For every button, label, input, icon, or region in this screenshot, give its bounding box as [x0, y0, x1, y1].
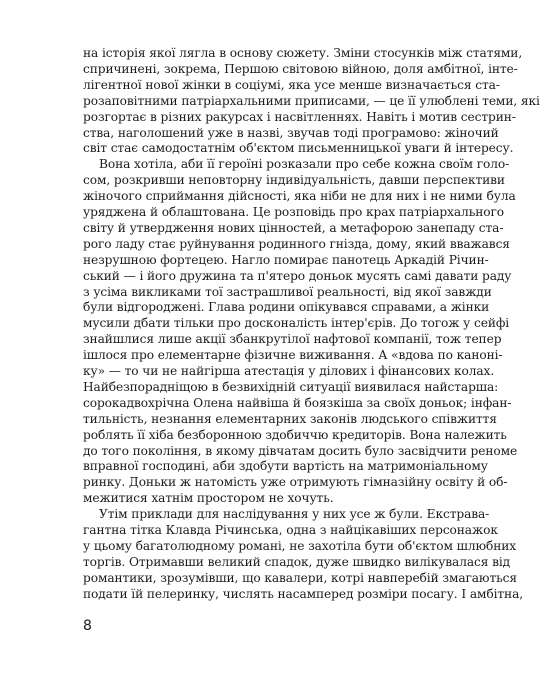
- text-line: ський — і його дружина та п'ятеро доньок мусять самі давати раду: [83, 268, 512, 283]
- text-line: тильність, незнання елементарних законів людського співжиття: [83, 411, 497, 426]
- text-line: незрушною фортецею. Нагло помирає панотець Аркадій Річин-: [83, 252, 489, 267]
- text-line: розгортає в різних ракурсах і насвітленнях. Навіть і мотив сестрин-: [83, 109, 516, 124]
- text-line: вправної господині, аби здобути вартість на матримоніальному: [83, 459, 488, 474]
- text-line: Найбезпорадніщою в безвихідній ситуації виявилася найстарша:: [83, 379, 499, 394]
- text-line: світ стає самодостатнім об'єктом письменницької уваги й інтересу.: [83, 141, 514, 156]
- text-line: на історія якої лягла в основу сюжету. Зміни стосунків між статями,: [83, 46, 523, 60]
- text-line: сом, розкривши неповторну індивідуальність, давши перспективи: [83, 173, 505, 188]
- text-line: були відгороджені. Глава родини опікувався справами, а жінки: [83, 300, 490, 315]
- text-line: межитися хатнім простором не хочуть.: [83, 491, 334, 506]
- page-number: 8: [83, 618, 92, 634]
- text-line: Вона хотіла, аби її героїні розказали про себе кожна своїм голо-: [99, 157, 510, 172]
- text-line: світу й утвердження нових цінностей, а метафорою занепаду ста-: [83, 220, 504, 235]
- text-line: мусили дбати тільки про досконалість інтер'єрів. До тогож у сейфі: [83, 316, 510, 331]
- text-line: торгів. Отримавши великий спадок, дуже швидко вилікувалася від: [83, 554, 511, 569]
- text-line: ку» — то чи не найгірша атестація у ділових і фінансових колах.: [83, 364, 495, 378]
- text-line: сорокадвохрічна Олена найвіша й боязкіша за своїх доньок; інфан-: [83, 395, 512, 410]
- text-line: романтики, зрозумівши, що кавалери, котрі навперебій змагаються: [83, 570, 517, 585]
- text-line: подати їй пелеринку, числять насамперед розміри посагу. І амбітна,: [83, 586, 524, 601]
- text-line: гантна тітка Клавда Річинська, одна з найцікавіших персонажок: [83, 523, 498, 537]
- text-line: лігентної нової жінки в соціумі, яка усе менше визначається ста-: [83, 77, 500, 92]
- text-line: Утім приклади для наслідування у них усе ж були. Екстрава-: [99, 507, 490, 522]
- text-line: ішлося про елементарне фізичне виживання. А «вдова по каноні-: [83, 348, 503, 363]
- text-line: рого ладу стає руйнування родинного гнізда, дому, який вважався: [83, 236, 510, 251]
- text-line: спричинені, зокрема, Першою світовою війною, доля амбітної, інте-: [83, 61, 518, 76]
- text-line: розаповітними патріархальними приписами, — це її улюблені теми, які: [83, 93, 540, 108]
- text-line: з усіма викликами тої застрашливої реальності, від якої завжди: [83, 284, 492, 299]
- text-line: жіночого сприймання дійсності, яка ніби не для них і не ними була: [83, 189, 516, 204]
- text-line: до того покоління, в якому дівчатам досить було засвідчити реноме: [83, 443, 518, 458]
- text-line: ства, наголошений уже в назві, звучав тоді програмово: жіночий: [83, 125, 499, 140]
- text-line: у цьому багатолюдному романі, не захотіла бути об'єктом шлюбних: [83, 538, 517, 553]
- text-line: уряджена й облаштована. Це розповідь про крах патріархального: [83, 205, 505, 219]
- text-line: знайшлися лише акції збанкрутілої нафтової компанії, тож тепер: [83, 332, 502, 347]
- text-line: ринку. Доньки ж натомість уже отримують гімназійну освіту й об-: [83, 475, 508, 490]
- text-line: роблять її хіба безборонною здобиччю кредиторів. Вона належить: [83, 427, 507, 442]
